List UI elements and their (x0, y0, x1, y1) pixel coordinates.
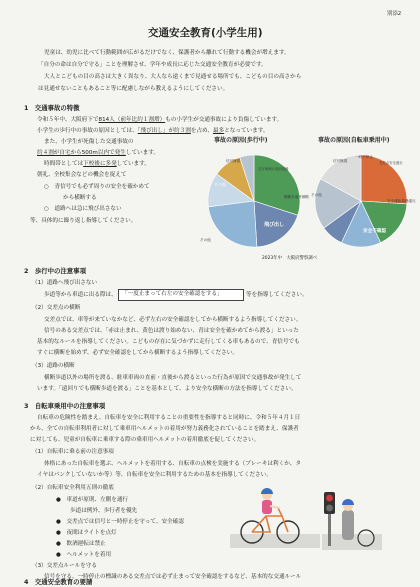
bike-chart-title: 事故の原因(自転車乗用中) (318, 137, 390, 144)
s3-rule-1-cont: 歩道は例外、歩行者を優先 (70, 508, 138, 514)
intro-line-2: 「自分の命は自分で守る」ことを理解させ、学年や成長に応じた交通安全教育が必要です。 (38, 62, 267, 68)
s3-intro-3: に対しても、児童が自転車に乗車する際の乗車用ヘルメットの着用徹底を促してください。 (30, 437, 260, 443)
bike-label-stop: 一時不停止 (355, 155, 373, 159)
traffic-light-illustration (322, 488, 382, 552)
s3-rule-3: ● 夜間はライトを点灯 (56, 530, 117, 536)
section-4-heading: 4 交通安全教育の要請 (24, 578, 93, 586)
s2-item-3-l1: 横断歩道以外の場所を渡る、駐車車両の直前・直後から渡るといった行為が原因で交通事故が発生して (44, 375, 302, 381)
bike-pie-chart (303, 146, 419, 256)
bike-label-signal: 信号無視 (333, 159, 348, 163)
s3-rule-4: ● 飲酒運転は禁止 (56, 541, 106, 547)
s3-item-1: （1）自転車に乗る前の注意事項 (32, 449, 114, 455)
s3-item-1-l2: イヤはパンクしていないか等）等、自転車を安全に利用するための基本を指導してください。 (37, 472, 272, 478)
section-1-heading: 1 交通事故の特徴 (24, 104, 80, 112)
s3-intro-1: 自転車の危険性を踏まえ、自転車を安全に利用することの重要性を指導すると同時に、令和５年４月１日 (37, 415, 301, 421)
s1-line-1: 令和５年中、大阪府下で814人（前年比約１割増）もの小学生が交通事故により負傷しています。 (37, 117, 283, 123)
s3-rule-1: ● 車道が原則、左側を通行 (56, 497, 129, 503)
intro-line-3: 大人とこどもの目の高さは大きく異なり、大人なら遠くまで見通せる場所でも、こどもの目の高さから (44, 74, 302, 80)
pie-slice (208, 201, 257, 247)
bicycle-child-illustration (230, 486, 320, 550)
walk-pie-chart (196, 146, 316, 256)
s2-item-3: （3）道路の横断 (32, 363, 75, 369)
section-3-heading: 3 自転車乗用中の注意事項 (24, 402, 106, 410)
s3-item-3: （3）交差点ルールを守る (32, 563, 97, 569)
s1-line-7: 等、具体的に繰り返し指導してください。 (30, 218, 137, 224)
s2-item-1-box-text: 「一度止まって右左の安全確認をする」 (122, 291, 223, 297)
s1-bullet-1-cont: から横断する (63, 195, 97, 201)
s1-line-6: 朝礼、全校集会などの機会を捉えて (37, 172, 127, 178)
s1-bullet-2: ○ 道路へは急に飛び出さない (44, 206, 122, 212)
s2-item-2-l1: 交差点では、車等が来ていなかなど、必ず左右の安全確認をしてから横断するよう指導してください。 (44, 317, 302, 323)
walk-label-signal: 信号無視 (226, 159, 241, 163)
s2-item-2: （2）交差点の横断 (32, 305, 81, 311)
walk-label-other-small: その他 (200, 238, 211, 242)
chart-source: 2023年中 大阪府警察調べ (262, 256, 318, 261)
s2-item-2-l2: 信号のある交差点では、「赤は止まれ、黄色は渡り始めない、青は安全を確かめてから渡る」といった (44, 328, 299, 334)
s1-line-2: 小学生の歩行中の事故の原因としては、「飛び出し」が約３割を占め、最多となっています。 (37, 128, 269, 134)
walk-label-other: その他 (214, 182, 226, 187)
intro-line-1: 児童は、幼児に比べて行動範囲が広がるだけでなく、保護者から離れて行動する機会が増えます。 (44, 50, 290, 56)
s3-intro-2: から、全ての自転車利用者に対して乗車用ヘルメットの着用が努力義務化されていることを踏まえ、保護者 (30, 426, 299, 432)
s3-rule-2: ● 交差点では信号と一時停止を守って、安全確認 (56, 519, 184, 525)
s1-line-4: 約４割が自宅から500m以内で発生しています。 (37, 150, 159, 156)
section-2-heading: 2 歩行中の注意事項 (24, 267, 86, 275)
walk-label-dash: 飛び出し (264, 222, 285, 228)
s1-line-5: 時間帯としては下校後に多発しています。 (44, 161, 150, 167)
walk-chart-title: 事故の原因(歩行中) (214, 137, 268, 144)
s2-item-1-text-a: 歩道等から車道に出る際は、 (44, 292, 117, 298)
s1-bullet-1: ○ 青信号でも必ず周りの安全を確かめて (44, 184, 150, 190)
s2-item-1: （1）道路へ飛び出さない (32, 280, 98, 286)
s2-item-3-l2: います。「遠回りでも横断歩道を渡る」ことを基本として、より安全な横断の方法を指導してください。 (37, 386, 297, 392)
s3-item-1-l1: 体格にあった自転車を選ぶ、ヘルメットを着用する、自転車の点検を実施する（ブレーキは利くか、タ (44, 461, 301, 467)
page-title: 交通安全教育(小学生用) (148, 27, 263, 39)
walk-label-before-after: 走行車両の直前直後 (258, 167, 289, 171)
walk-label-outside-crosswalk: 横断歩道外横断 (284, 195, 310, 199)
bike-label-duty: 安全運転義務違反 (387, 199, 416, 203)
s2-item-2-l4: すぐに横断を始めず、必ず安全確認をしてから横断するよう指導してください。 (37, 350, 238, 356)
bike-label-intersection: 交差点安全進行 (379, 161, 403, 165)
s1-line-3: また、小学生が死傷した交通事故の (44, 139, 134, 145)
s2-item-2-l3: 基本的なルールを指導してください。こどもの存在に気づかずに走行してくる車もあるので、青信号でも (37, 339, 300, 345)
bike-label-safety: 安全不確認 (363, 229, 386, 234)
s2-item-1-text-b: 等を指導してください。 (246, 292, 308, 298)
s3-item-2: （2）自転車安全利用五則の徹底 (32, 485, 114, 491)
s3-item-3-l1: 信号を守る、一時停止の標識のある交差点では必ず止まって安全確認をするなど、基本的な交通ルール (44, 574, 302, 580)
annex-label: 別添2 (387, 11, 402, 17)
intro-line-4: は見通せないこともあること等に配慮しながら教えるようにしてください。 (38, 86, 229, 92)
s3-rule-5: ● ヘルメットを着用 (56, 552, 112, 558)
bike-label-other: その他 (311, 193, 322, 197)
